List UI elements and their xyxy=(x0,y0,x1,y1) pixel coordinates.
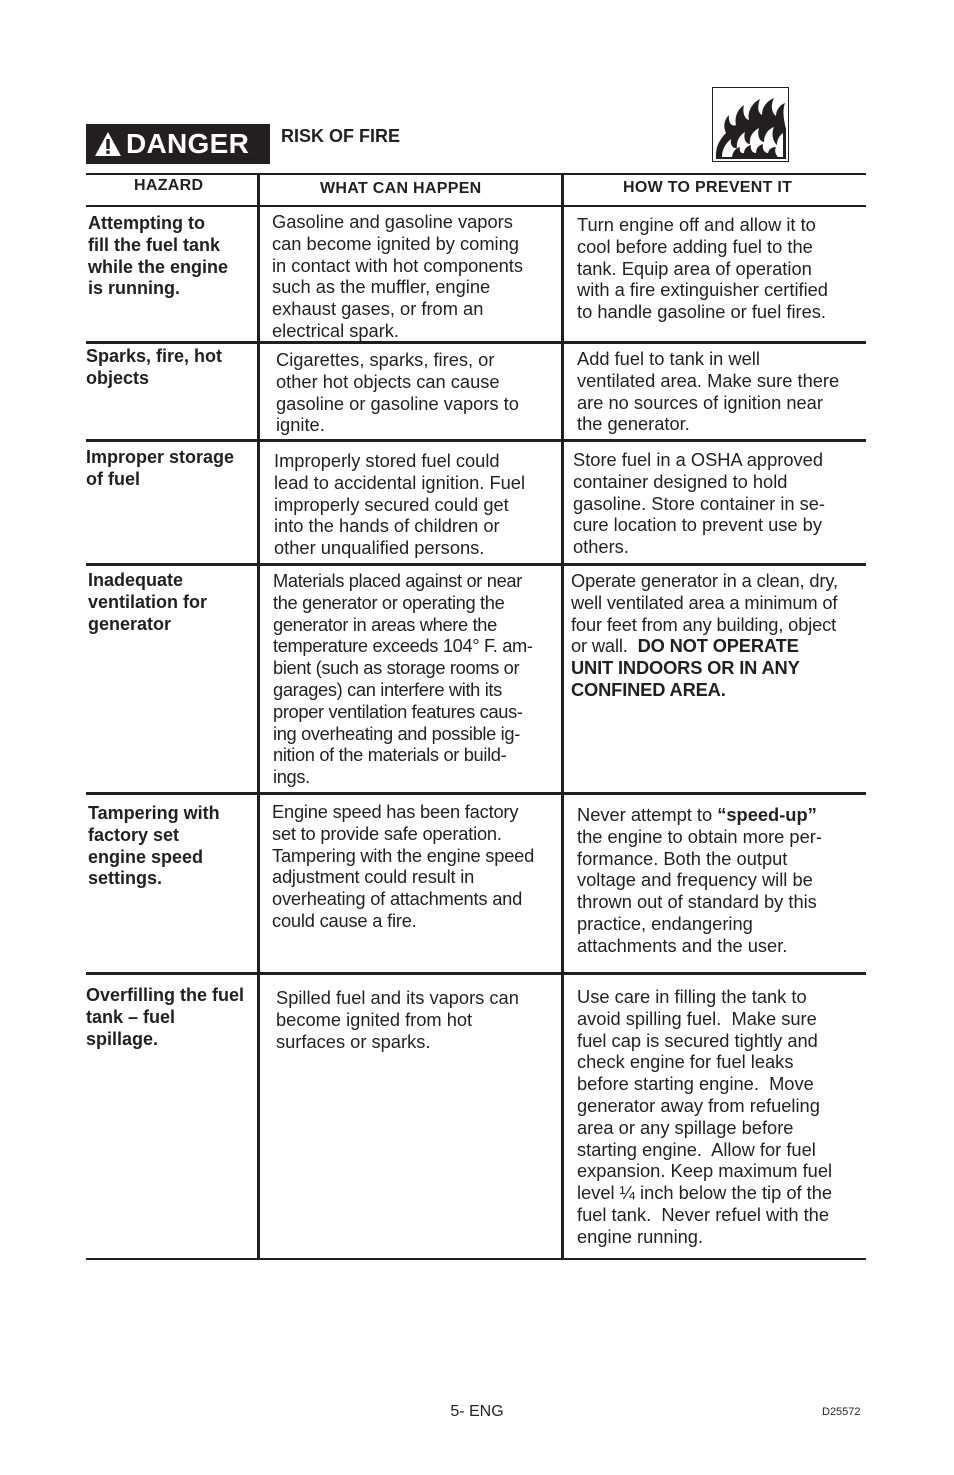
hazard-cell: Sparks, fire, hot objects xyxy=(86,346,223,388)
what-can-happen-cell: Cigarettes, sparks, fires, or other hot objects can cause gasoline or gasoline vapors to ignite. xyxy=(276,349,519,436)
hazard-cell: Tampering with factory set engine speed settings. xyxy=(88,803,220,889)
column-header-hazard: HAZARD xyxy=(134,177,204,194)
what-can-happen-cell: Materials placed against or near the generator or operating the generator in areas where the temperature exceeds 104° F. am- bient (such as storage rooms or garages) can interfere with its proper ventilation features caus- ing overheating and possible ig- nition of the materials or build- ings. xyxy=(273,570,533,788)
warning-triangle-icon xyxy=(94,131,122,157)
column-header-how-to-prevent: HOW TO PREVENT IT xyxy=(623,179,793,196)
flame-icon xyxy=(712,87,789,162)
column-header-what-can-happen: WHAT CAN HAPPEN xyxy=(320,180,482,197)
risk-title: RISK OF FIRE xyxy=(281,126,401,146)
how-to-prevent-cell: Store fuel in a OSHA approved container designed to hold gasoline. Store container in se- cure location to prevent use by others. xyxy=(573,449,826,558)
what-can-happen-cell: Gasoline and gasoline vapors can become ignited by coming in contact with hot components such as the muffler, engine exhaust gases, or from an electrical spark. xyxy=(272,211,524,341)
danger-signal-badge xyxy=(86,124,270,164)
how-to-prevent-cell: Never attempt to “speed-up” the engine to obtain more per- formance. Both the output voltage and frequency will be thrown out of standard by this practice, endangering attachments and the user. xyxy=(577,804,822,956)
table-rule-bottom xyxy=(86,1258,866,1260)
hazard-cell: Overfilling the fuel tank – fuel spillage. xyxy=(86,985,245,1049)
hazard-cell: Attempting to fill the fuel tank while the engine is running. xyxy=(88,213,229,299)
row-divider xyxy=(86,439,866,442)
table-rule-top xyxy=(86,173,866,175)
what-can-happen-cell: Engine speed has been factory set to provide safe operation. Tampering with the engine speed adjustment could result in overheating of attachments and could cause a fire. xyxy=(272,801,535,931)
row-divider xyxy=(86,792,866,795)
document-code: D25572 xyxy=(822,1406,861,1418)
how-to-prevent-cell: Operate generator in a clean, dry, well ventilated area a minimum of four feet from any building, object or wall. DO NOT OPERATE UNIT INDOORS OR IN ANY CONFINED AREA. xyxy=(571,570,838,700)
hazard-cell: Improper storage of fuel xyxy=(86,447,235,489)
row-divider xyxy=(86,563,866,566)
how-to-prevent-cell: Add fuel to tank in well ventilated area. Make sure there are no sources of ignition near the generator. xyxy=(577,348,840,435)
how-to-prevent-cell: Turn engine off and allow it to cool before adding fuel to the tank. Equip area of operation with a fire extinguisher certified to handle gasoline or fuel fires. xyxy=(577,214,828,323)
column-divider xyxy=(561,173,564,1260)
what-can-happen-cell: Spilled fuel and its vapors can become ignited from hot surfaces or sparks. xyxy=(276,987,519,1052)
row-divider xyxy=(86,972,866,975)
danger-signal-word: DANGER xyxy=(126,128,250,159)
column-divider xyxy=(257,173,260,1260)
table-rule-header xyxy=(86,205,866,207)
hazard-cell: Inadequate ventilation for generator xyxy=(88,570,208,634)
what-can-happen-cell: Improperly stored fuel could lead to accidental ignition. Fuel improperly secured could get into the hands of children or other unqualified persons. xyxy=(274,450,526,559)
how-to-prevent-cell: Use care in filling the tank to avoid spilling fuel. Make sure fuel cap is secured tightly and check engine for fuel leaks before starting engine. Move generator away from refueling area or any spillage before starting engine. Allow for fuel expansion. Keep maximum fuel level ¼ inch below the tip of the fuel tank. Never refuel with the engine running. xyxy=(577,986,833,1247)
page-number: 5- ENG xyxy=(450,1403,504,1420)
